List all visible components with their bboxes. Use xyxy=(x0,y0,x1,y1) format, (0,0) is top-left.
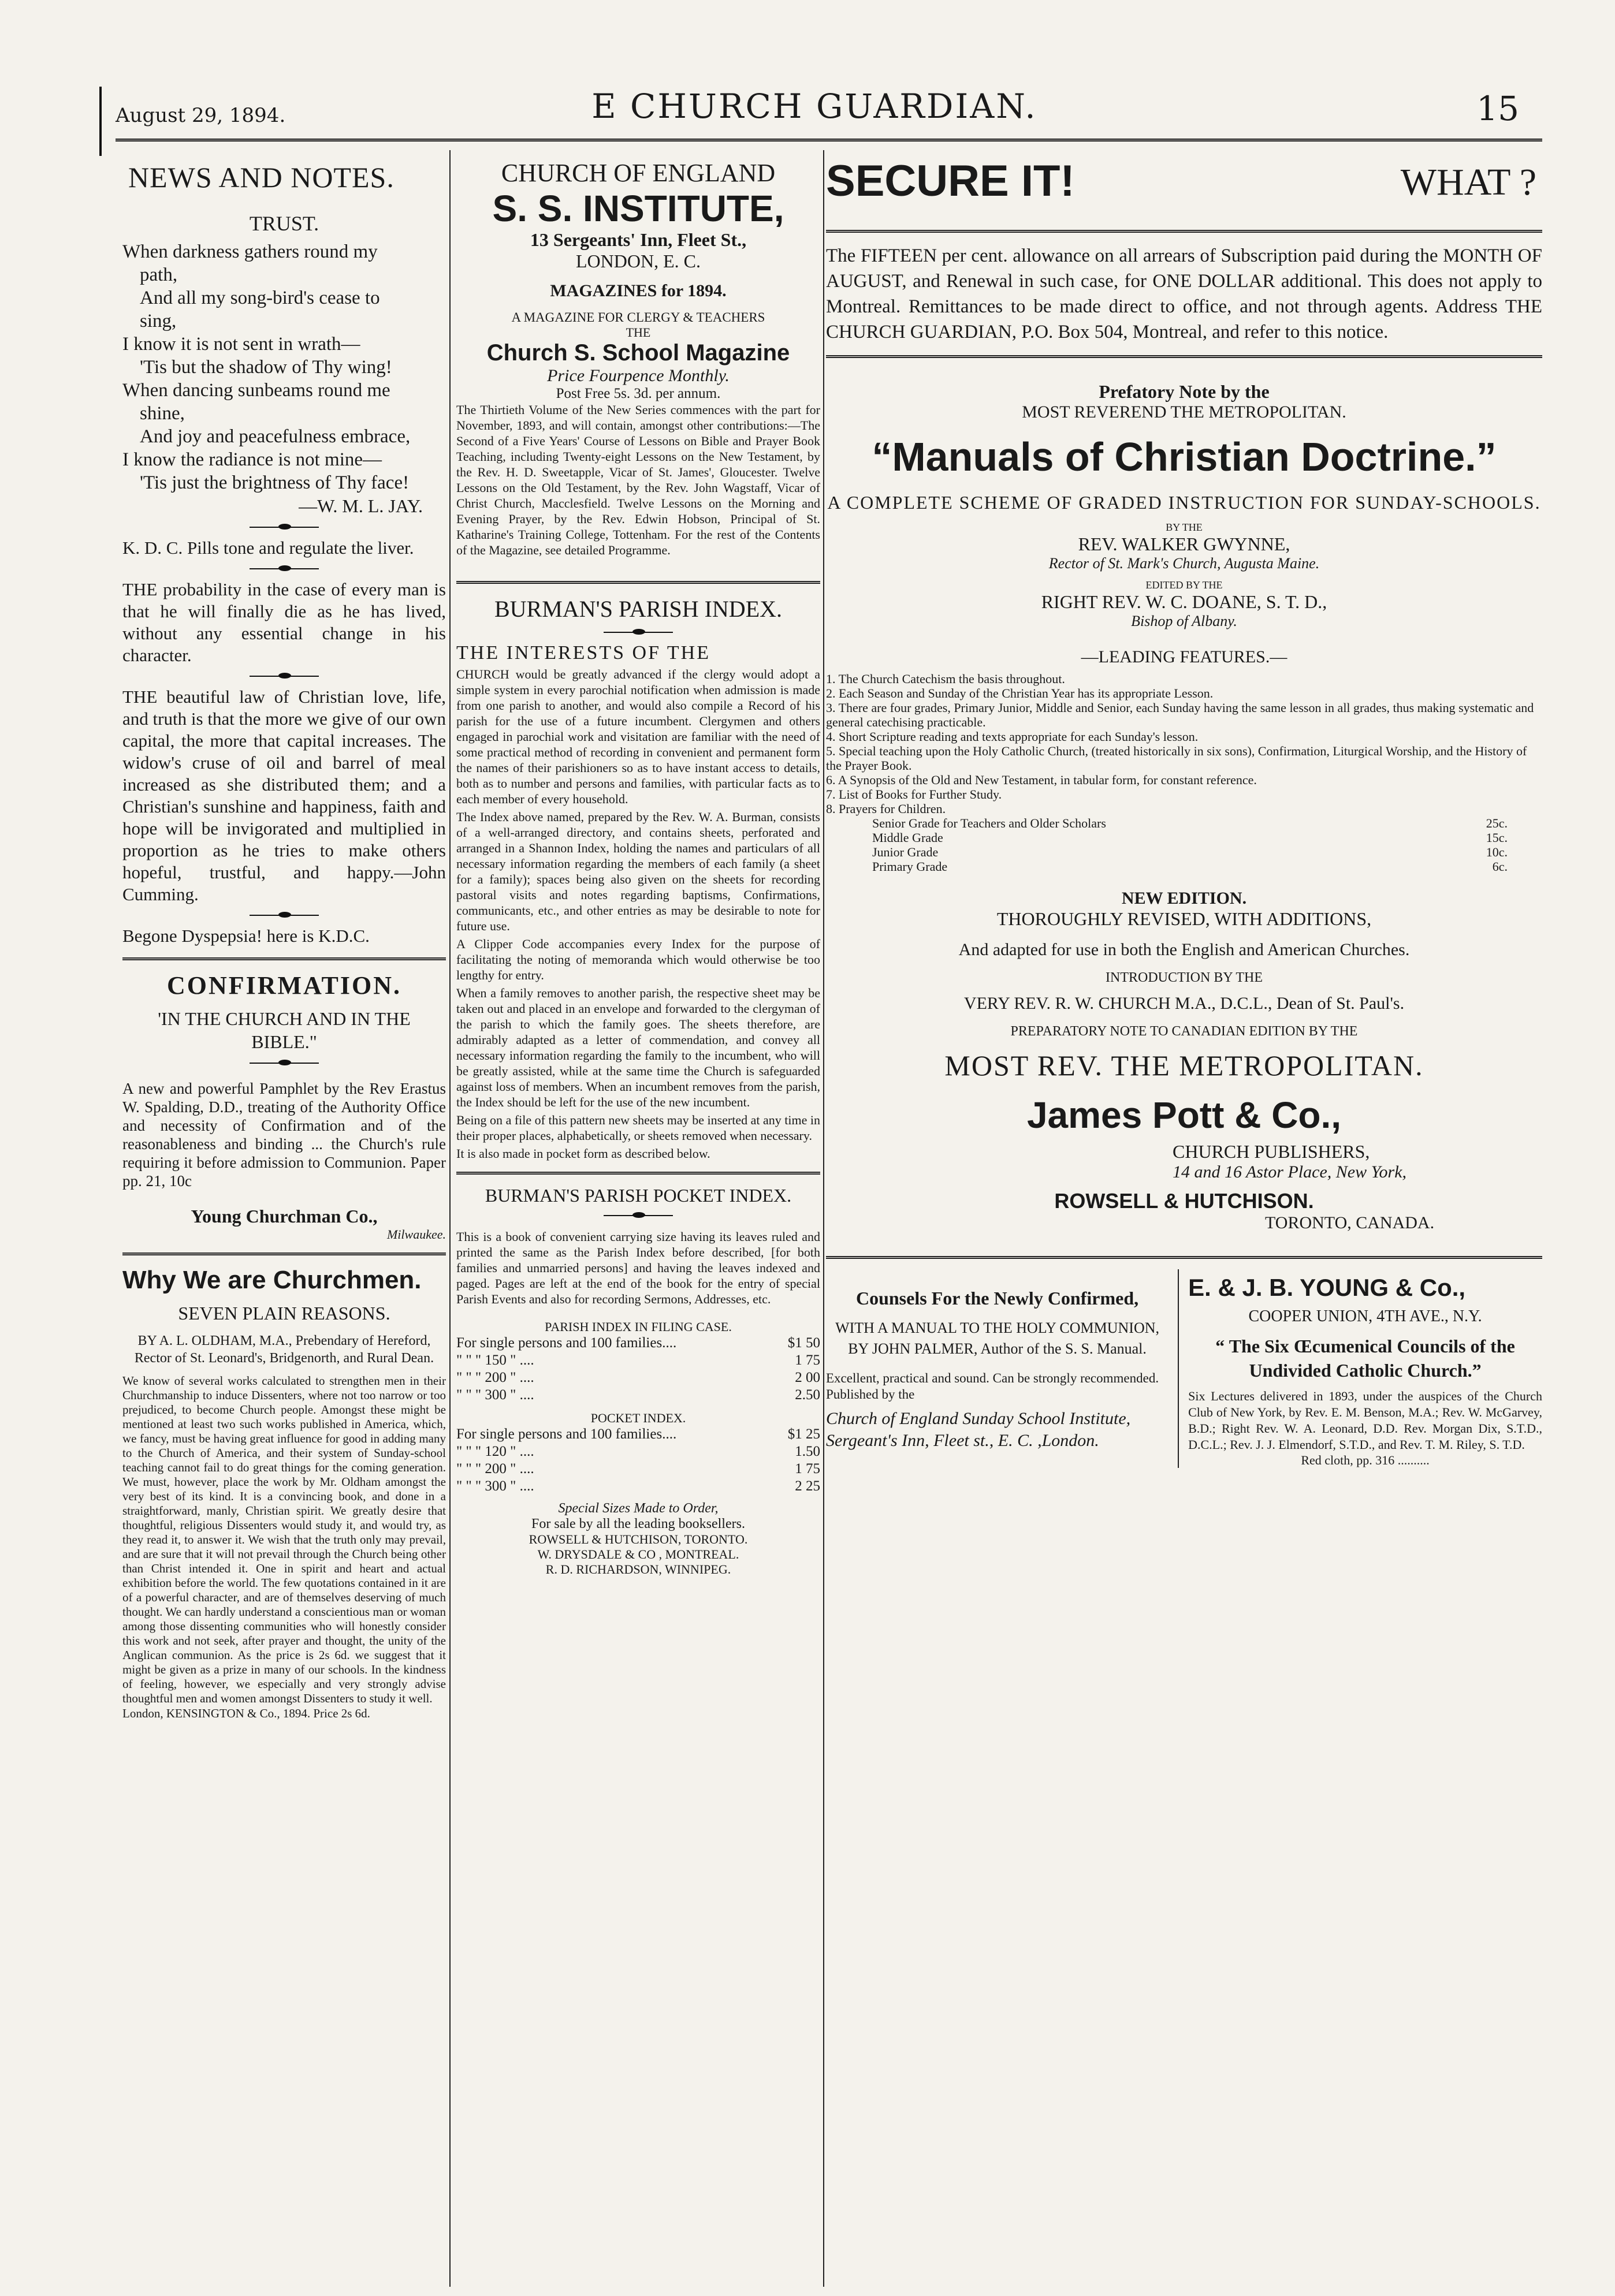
pocket-title: BURMAN'S PARISH POCKET INDEX. xyxy=(485,1185,792,1206)
burman-body: The Index above named, prepared by the Rev. W. A. Burman, consists of a well-arranged directory, and contains sheets, perforated and arranged in a Shannon Index, holding the names and particulars of all necessary information regarding the members of each family (a sheet for a family); spaces being also given on the sheets for recording pastoral visits and notes regarding baptisms, Confirmations, communicants, etc., and other entries as may be desirable to note for future use. xyxy=(456,810,820,933)
poem-author: —W. M. L. JAY. xyxy=(299,495,423,516)
poem-line: 'Tis just the brightness of Thy face! xyxy=(140,472,410,493)
poem-trust xyxy=(122,240,446,517)
grade-row xyxy=(826,845,1542,859)
poem-line: I know it is not sent in wrath— xyxy=(122,334,360,355)
column-advertisements xyxy=(826,150,1542,1468)
filing-price-table xyxy=(456,1335,820,1404)
price-label: " " " 120 " .... xyxy=(456,1444,534,1459)
grade-price-list xyxy=(826,816,1542,874)
burman-body: Being on a file of this pattern new sheets may be inserted at any time in their proper places, alphabetically, or sheets removed when necessary. xyxy=(456,1113,820,1143)
by-the: BY THE xyxy=(1166,521,1203,533)
page-header xyxy=(98,87,1531,133)
introduction-by: INTRODUCTION BY THE xyxy=(1106,970,1263,985)
magazine-the: THE xyxy=(626,325,651,340)
institute-address: 13 Sergeants' Inn, Fleet St., xyxy=(530,229,747,250)
probability-note: THE probability in the case of every man is that he will finally die as he has lived, without any essential change in his character. xyxy=(122,579,446,665)
magazine-title: Church S. School Magazine xyxy=(486,340,790,366)
issue-date: August 29, 1894. xyxy=(116,104,286,127)
grade-label: Junior Grade xyxy=(872,845,939,859)
pocket-body: This is a book of convenient carrying size having its leaves ruled and printed the same as the Parish Index before described, [for both families and unmarried persons] and having the leaves indexed and paged. Pages are left at the end of the book for the entry of special Parish Events and also for recording Sermons, Addresses, etc. xyxy=(456,1229,820,1306)
masthead: E CHURCH GUARDIAN. xyxy=(591,87,1037,126)
poem-line: And joy and peacefulness embrace, xyxy=(140,426,411,447)
astor-address: 14 and 16 Astor Place, New York, xyxy=(1173,1162,1407,1181)
metropolitan-heading: MOST REV. THE METROPOLITAN. xyxy=(944,1049,1424,1082)
seller: ROWSELL & HUTCHISON, TORONTO. xyxy=(529,1532,748,1546)
poem-line: When dancing sunbeams round me xyxy=(122,380,390,401)
dean-church: VERY REV. R. W. CHURCH M.A., D.C.L., Dean of St. Paul's. xyxy=(963,994,1405,1013)
new-edition: NEW EDITION. xyxy=(1121,889,1247,908)
price-label: " " " 200 " .... xyxy=(456,1461,534,1477)
feature-item: 7. List of Books for Further Study. xyxy=(826,787,1002,802)
publisher-city: Milwaukee. xyxy=(386,1227,446,1242)
header-rule xyxy=(116,139,1542,141)
poem-line: sing, xyxy=(140,311,177,331)
poem-line: When darkness gathers round my xyxy=(122,241,378,262)
grade-price: 10c. xyxy=(1486,845,1508,859)
beautiful-law-note: THE beautiful law of Christian love, life, and truth is that the more we give of our own capital, the more that capital increases. The widow's cruse of oil and barrel of meal increased as she distributed them; and a Christian's sunshine and happiness, faith and hope will be invigorated and multiplied in proportion as he tries to make others hopeful, trustful, and happy.—John Cumming. xyxy=(122,687,446,904)
young-address: COOPER UNION, 4TH AVE., N.Y. xyxy=(1248,1307,1482,1325)
price-value: 2 25 xyxy=(795,1478,820,1494)
edited-by: EDITED BY THE xyxy=(1145,579,1223,591)
preparatory-note: PREPARATORY NOTE TO CANADIAN EDITION BY THE xyxy=(1010,1024,1358,1039)
poem-title: TRUST. xyxy=(249,212,319,235)
secure-banner xyxy=(826,150,1542,219)
feature-item: 2. Each Season and Sunday of the Christian Year has its appropriate Lesson. xyxy=(826,686,1214,700)
price-value: 2.50 xyxy=(795,1387,820,1403)
price-label: For single persons and 100 families.... xyxy=(456,1426,677,1442)
price-row xyxy=(456,1426,820,1443)
grade-label: Primary Grade xyxy=(872,859,948,874)
section-rule xyxy=(826,230,1542,233)
doane-name: RIGHT REV. W. C. DOANE, S. T. D., xyxy=(1041,591,1327,612)
confirmation-subtitle: 'IN THE CHURCH AND IN THE BIBLE." xyxy=(158,1008,411,1052)
price-value: 2 00 xyxy=(795,1370,820,1385)
price-row xyxy=(456,1443,820,1460)
leading-features-title: —LEADING FEATURES.— xyxy=(1081,647,1287,666)
six-councils-price: Red cloth, pp. 316 .......... xyxy=(1301,1453,1430,1467)
revised-line: THOROUGHLY REVISED, WITH ADDITIONS, xyxy=(996,908,1372,929)
feature-item: 1. The Church Catechism the basis throughout. xyxy=(826,672,1065,686)
section-rule xyxy=(456,581,820,584)
church-publishers: CHURCH PUBLISHERS, xyxy=(1173,1141,1370,1162)
seller: R. D. RICHARDSON, WINNIPEG. xyxy=(545,1562,731,1576)
why-footer: London, KENSINGTON & Co., 1894. Price 2s 6d. xyxy=(122,1706,370,1720)
why-title: Why We are Churchmen. xyxy=(122,1266,422,1294)
pocket-index-title: POCKET INDEX. xyxy=(590,1411,686,1425)
magazine-for: A MAGAZINE FOR CLERGY & TEACHERS xyxy=(511,310,765,325)
institute-title: S. S. INSTITUTE, xyxy=(492,188,784,229)
metropolitan-line: MOST REVEREND THE METROPOLITAN. xyxy=(1022,402,1346,422)
price-row xyxy=(456,1335,820,1352)
institute-city: LONDON, E. C. xyxy=(576,251,701,271)
poem-line: path, xyxy=(140,264,178,285)
confirmation-title: CONFIRMATION. xyxy=(166,971,402,1000)
confirmation-body: A new and powerful Pamphlet by the Rev Erastus W. Spalding, D.D., treating of the Authority Office and necessity of Confirmation and of the reasonableness and binding ... the Church's rule requiring it before admission to Communion. Paper pp. 21, 10c xyxy=(122,1080,446,1190)
magazines-heading: MAGAZINES for 1894. xyxy=(550,281,727,300)
section-rule xyxy=(826,355,1542,358)
counsels-published: Published by the xyxy=(826,1387,915,1402)
section-rule xyxy=(122,957,446,960)
price-label: " " " 300 " .... xyxy=(456,1478,534,1494)
news-title: NEWS AND NOTES. xyxy=(128,161,395,193)
price-value: 1 75 xyxy=(795,1461,820,1477)
grade-price: 6c. xyxy=(1492,859,1508,874)
separator xyxy=(250,527,319,528)
price-row xyxy=(456,1386,820,1404)
column-divider-2 xyxy=(823,150,824,2287)
dyspepsia-note: Begone Dyspepsia! here is K.D.C. xyxy=(122,926,370,946)
separator xyxy=(250,915,319,916)
price-row xyxy=(456,1369,820,1386)
bottom-ads xyxy=(826,1269,1542,1468)
why-author: BY A. L. OLDHAM, M.A., Prebendary of Hereford, Rector of St. Leonard's, Bridgenorth, and Rural Dean. xyxy=(134,1333,434,1366)
separator xyxy=(250,1063,319,1064)
rowsell-hutchison: ROWSELL & HUTCHISON. xyxy=(1054,1189,1314,1213)
pocket-price-table xyxy=(456,1426,820,1495)
poem-line: shine, xyxy=(140,403,185,424)
publisher-name: Young Churchman Co., xyxy=(191,1206,378,1227)
section-rule xyxy=(826,1256,1542,1259)
price-label: " " " 300 " .... xyxy=(456,1387,534,1403)
why-body: We know of several works calculated to strengthen men in their Churchmanship to induce Dissenters, where not too narrow or too prejudiced, to become Church people. Amongst these might be mentioned at least two such works published in America, which, we fancy, must be having great influence for good in adding many to the Church of America, and their system of Sunday-school teaching cannot fail to do great things for the coming generation. We must, however, place the work by Mr. Oldham amongst the very best of its kind. It is a convincing book, and done in a straightforward, manly, Christian spirit. We greatly desire that thoughtful, religious Dissenters would study it, and would try, as they read it, to answer it. We wish that the truth only may prevail, and are sure that it will not prevail through the Church being other than Christ intended it. One in spirit and heart and actual exhibition before the world. The few quotations contained in it are of a powerful character, and are of themselves deserving of much thought. We can hardly understand a conscientious man or woman among those dissenting communities who will honestly consider this work and not seek, after prayer and thought, the unity of the Anglican communion. As the price is 2s 6d. we suggest that it might be given as a prize in many of our schools. In the kindness of feeling, however, we especially and very strongly advise thoughtful men and women amongst Dissenters to study it well. xyxy=(122,1374,446,1705)
prefatory-note: Prefatory Note by the xyxy=(1099,381,1270,402)
poem-line: 'Tis but the shadow of Thy wing! xyxy=(140,357,392,378)
grade-row xyxy=(826,859,1542,874)
gwynne-title: Rector of St. Mark's Church, Augusta Maine. xyxy=(1048,555,1320,572)
feature-item: 3. There are four grades, Primary Junior, Middle and Senior, each Sunday having the same lesson in all grades, thus making systematic and general catechising practicable. xyxy=(826,700,1534,729)
burman-body: When a family removes to another parish, the respective sheet may be taken out and placed in an envelope and forwarded to the clergyman of the parish to which the family goes. The sheets therefore, are admirably adapted as a letter of commendation, and convey all necessary information regarding the family to the incumbent, who will be greatly assisted, while at the same time the Church is safeguarded against loss of members. When an incumbent removes from the parish, the Index should be left for the use of the new incumbent. xyxy=(456,986,820,1109)
grade-price: 15c. xyxy=(1486,830,1508,845)
grade-label: Senior Grade for Teachers and Older Scholars xyxy=(872,816,1106,830)
burman-lead: THE INTERESTS OF THE xyxy=(456,642,710,664)
feature-item: 8. Prayers for Children. xyxy=(826,802,946,816)
counsels-ad xyxy=(826,1269,1179,1468)
young-title: E. & J. B. YOUNG & Co., xyxy=(1188,1274,1466,1301)
magazine-body: The Thirtieth Volume of the New Series commences with the part for November, 1893, and will contain, amongst other contributions:—The Second of a Five Years' Course of Lessons on Bible and Prayer Book Teaching, including Twenty-eight Lessons on the New Testament, by the Rev. H. D. Sweetapple, Vicar of St. James', Gloucester. Twelve Lessons on the Old Testament, by the Rev. John Wagstaff, Vicar of Christ Church, Macclesfield. Twelve Lessons on the Morning and Evening Prayer, by the Rev. Edwin Hobson, Principal of St. Katharine's Training College, Tottenham. For the rest of the Contents of the Magazine, see detailed Programme. xyxy=(456,402,820,557)
price-row xyxy=(456,1460,820,1478)
adapted-line: And adapted for use in both the English and American Churches. xyxy=(958,940,1410,959)
kdc-note: K. D. C. Pills tone and regulate the liver. xyxy=(122,538,414,558)
counsels-desc: Excellent, practical and sound. Can be strongly recommended. xyxy=(826,1371,1159,1385)
column-news xyxy=(122,150,446,1721)
doane-title: Bishop of Albany. xyxy=(1131,613,1237,629)
features-list xyxy=(826,672,1542,816)
section-rule xyxy=(122,1253,446,1255)
institute-line1: CHURCH OF ENGLAND xyxy=(501,159,776,187)
burman-title: BURMAN'S PARISH INDEX. xyxy=(494,596,783,622)
counsels-title: Counsels For the Newly Confirmed, xyxy=(855,1288,1139,1309)
why-subtitle: SEVEN PLAIN REASONS. xyxy=(178,1303,390,1324)
grade-row xyxy=(826,830,1542,845)
sale-note: For sale by all the leading booksellers. xyxy=(531,1516,745,1531)
poem-line: And all my song-bird's cease to xyxy=(140,288,380,308)
scheme-line: A COMPLETE SCHEME OF GRADED INSTRUCTION FOR SUNDAY-SCHOOLS. xyxy=(827,492,1541,513)
column-institute xyxy=(456,150,820,1577)
burman-body: CHURCH would be greatly advanced if the clergy would adopt a simple system in every parochial notification when admission is made from one parish to another, and would also compile a Record of his parish for the use of a future incumbent. Clergymen and others engaged in parochial work and visitation are familiar with the need of some practical method of recording in convenient and permanent form the names of their parishioners so as to have instant access to details, both as to number and persons and families, with particular facts as to each member of every household. xyxy=(456,667,820,806)
feature-item: 5. Special teaching upon the Holy Catholic Church, (treated historically in six sons), Confirmation, Liturgical Worship, and the History of the Prayer Book. xyxy=(826,744,1527,773)
price-value: 1 75 xyxy=(795,1352,820,1368)
gwynne-name: REV. WALKER GWYNNE, xyxy=(1078,534,1290,554)
young-ad xyxy=(1179,1269,1542,1468)
price-value: $1 25 xyxy=(787,1426,820,1442)
grade-price: 25c. xyxy=(1486,816,1508,830)
price-label: For single persons and 100 families.... xyxy=(456,1335,677,1351)
counsels-institute: Church of England Sunday School Institute, Sergeant's Inn, Fleet st., E. C. ,London. xyxy=(826,1409,1131,1450)
column-divider-1 xyxy=(449,150,451,2287)
price-row xyxy=(456,1478,820,1495)
section-rule xyxy=(456,1172,820,1175)
special-sizes: Special Sizes Made to Order, xyxy=(558,1501,719,1516)
price-value: 1.50 xyxy=(795,1444,820,1459)
poem-line: I know the radiance is not mine— xyxy=(122,449,382,470)
separator xyxy=(604,632,673,633)
separator xyxy=(604,1215,673,1216)
filing-title: PARISH INDEX IN FILING CASE. xyxy=(545,1320,732,1334)
burman-body: It is also made in pocket form as described below. xyxy=(456,1146,710,1161)
separator xyxy=(250,568,319,569)
price-row xyxy=(456,1352,820,1369)
manuals-title: “Manuals of Christian Doctrine.” xyxy=(872,434,1497,479)
secure-heading: SECURE IT! xyxy=(826,156,1075,206)
feature-item: 4. Short Scripture reading and texts appropriate for each Sunday's lesson. xyxy=(826,729,1199,744)
six-councils-title: “ The Six Œcumenical Councils of the Undivided Catholic Church.” xyxy=(1215,1336,1515,1381)
seller: W. DRYSDALE & CO , MONTREAL. xyxy=(537,1547,739,1561)
what-heading: WHAT ? xyxy=(1400,161,1536,203)
arrears-notice: The FIFTEEN per cent. allowance on all arrears of Subscription paid during the MONTH OF AUGUST, and Renewal in such case, for ONE DOLLAR additional. This does not apply to Montreal. Remittances to be made direct to office, and not through agents. Address THE CHURCH GUARDIAN, P.O. Box 504, Montreal, and refer to this notice. xyxy=(826,245,1542,342)
separator xyxy=(250,676,319,677)
feature-item: 6. A Synopsis of the Old and New Testament, in tabular form, for constant reference. xyxy=(826,773,1257,787)
page-number: 15 xyxy=(1476,89,1519,128)
price-label: " " " 200 " .... xyxy=(456,1370,534,1385)
price-label: " " " 150 " .... xyxy=(456,1352,534,1368)
counsels-with: WITH A MANUAL TO THE HOLY COMMUNION, BY JOHN PALMER, Author of the S. S. Manual. xyxy=(835,1320,1160,1357)
six-councils-body: Six Lectures delivered in 1893, under the auspices of the Church Club of New York, by Rev. E. M. Benson, M.A.; Rev. W. McGarvey, B.D.; Right Rev. W. A. Leonard, D.D. Rev. Morgan Dix, S.T.D., D.C.L.; Rev. J. J. Elmendorf, S.T.D., and Rev. T. M. Riley, S. T.D. xyxy=(1188,1389,1542,1452)
grade-row xyxy=(826,816,1542,830)
burman-body: A Clipper Code accompanies every Index for the purpose of facilitating the noting of memoranda which would otherwise be too lengthy for entry. xyxy=(456,937,820,982)
pott-publisher: James Pott & Co., xyxy=(1026,1094,1342,1136)
magazine-price: Price Fourpence Monthly. xyxy=(547,366,730,385)
grade-label: Middle Grade xyxy=(872,830,943,845)
toronto-canada: TORONTO, CANADA. xyxy=(1265,1213,1435,1232)
price-value: $1 50 xyxy=(787,1335,820,1351)
magazine-post: Post Free 5s. 3d. per annum. xyxy=(556,386,721,401)
